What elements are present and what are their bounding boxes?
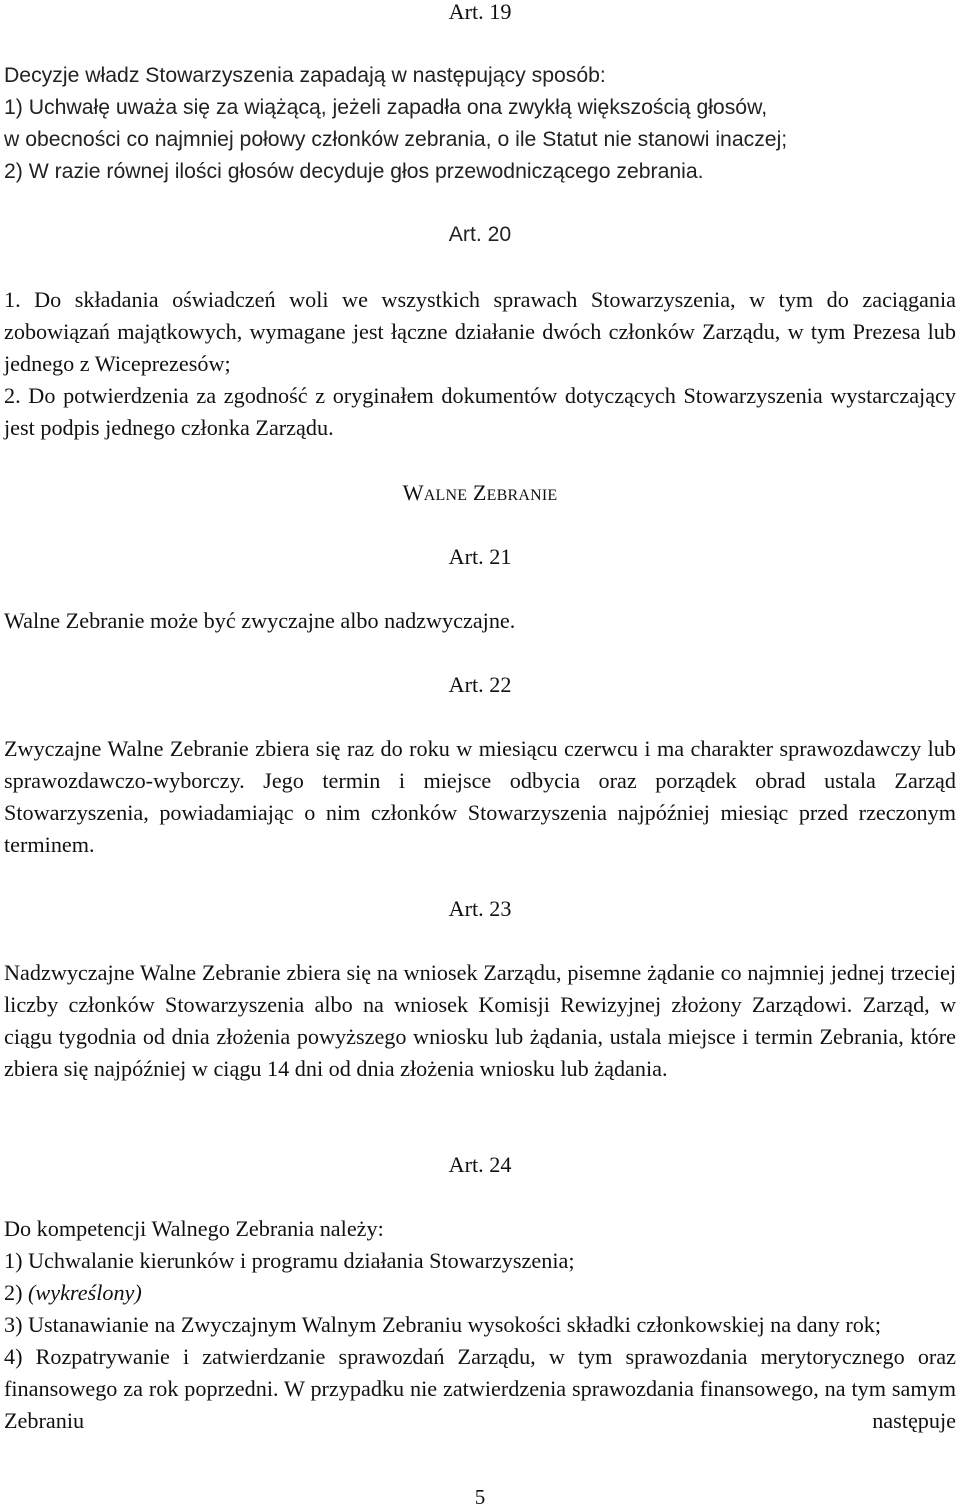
art-24-heading: Art. 24	[448, 1152, 512, 1177]
art-19-heading: Art. 19	[448, 0, 512, 24]
art-21-heading: Art. 21	[448, 544, 512, 569]
art-24-intro: Do kompetencji Walnego Zebrania należy:	[4, 1216, 384, 1241]
art-24-body	[4, 1213, 956, 1437]
art-22-text: Zwyczajne Walne Zebranie zbiera się raz do roku w miesiącu czerwcu i ma charakter sprawozdawczy lub sprawozdawczo-wyborczy. Jego termin i miejsce odbycia oraz porządek obrad ustala Zarząd Stowarzyszenia, powiadamiając o nim członków Stowarzyszenia najpóźniej miesiąc przed rzeczonym terminem.	[4, 736, 956, 857]
art-20-point-2: 2. Do potwierdzenia za zgodność z oryginałem dokumentów dotyczących Stowarzyszenia wystarczający jest podpis jednego członka Zarządu.	[4, 383, 956, 440]
art-19-point-1-cont: w obecności co najmniej połowy członków zebrania, o ile Statut nie stanowi inaczej;	[4, 128, 788, 151]
art-21-text: Walne Zebranie może być zwyczajne albo nadzwyczajne.	[4, 608, 516, 633]
art-23-text: Nadzwyczajne Walne Zebranie zbiera się na wniosek Zarządu, pisemne żądanie co najmniej jednej trzeciej liczby członków Stowarzyszenia albo na wniosek Komisji Rewizyjnej złożony Zarządowi. Zarząd, w ciągu tygodnia od dnia złożenia powyższego wniosku lub żądania, ustala miejsce i termin Zebrania, które zbiera się najpóźniej w ciągu 14 dni od dnia złożenia wniosku lub żądania.	[4, 960, 956, 1081]
section-title-walne-zebranie: Walne Zebranie	[402, 480, 558, 505]
art-24-item-2-number: 2)	[4, 1280, 29, 1305]
art-23-heading: Art. 23	[448, 896, 512, 921]
art-22-heading: Art. 22	[448, 672, 512, 697]
art-20-heading: Art. 20	[448, 223, 512, 246]
art-24-item-4: 4) Rozpatrywanie i zatwierdzanie sprawozdań Zarządu, w tym sprawozdania merytorycznego oraz finansowego za rok poprzedni. W przypadku nie zatwierdzenia sprawozdania finansowego, na tym samym Zebraniu następuje	[4, 1344, 956, 1433]
art-20-point-1: 1. Do składania oświadczeń woli we wszystkich sprawach Stowarzyszenia, w tym do zaciągania zobowiązań majątkowych, wymagane jest łączne działanie dwóch członków Zarządu, w tym Prezesa lub jednego z Wiceprezesów;	[4, 287, 956, 376]
art-19-point-1: 1) Uchwałę uważa się za wiążącą, jeżeli zapadła ona zwykłą większością głosów,	[4, 96, 768, 119]
art-20-body	[4, 284, 956, 444]
page-number: 5	[474, 1485, 486, 1509]
art-19-point-2: 2) W razie równej ilości głosów decyduje głos przewodniczącego zebrania.	[4, 160, 704, 183]
art-24-item-3: 3) Ustanawianie na Zwyczajnym Walnym Zebraniu wysokości składki członkowskiej na dany rok;	[4, 1312, 882, 1337]
art-24-item-1: 1) Uchwalanie kierunków i programu działania Stowarzyszenia;	[4, 1248, 575, 1273]
art-24-item-2	[4, 1277, 956, 1309]
art-19-body	[4, 60, 956, 188]
art-19-intro: Decyzje władz Stowarzyszenia zapadają w następujący sposób:	[4, 64, 606, 87]
art-24-item-2-text: (wykreślony)	[28, 1280, 142, 1305]
